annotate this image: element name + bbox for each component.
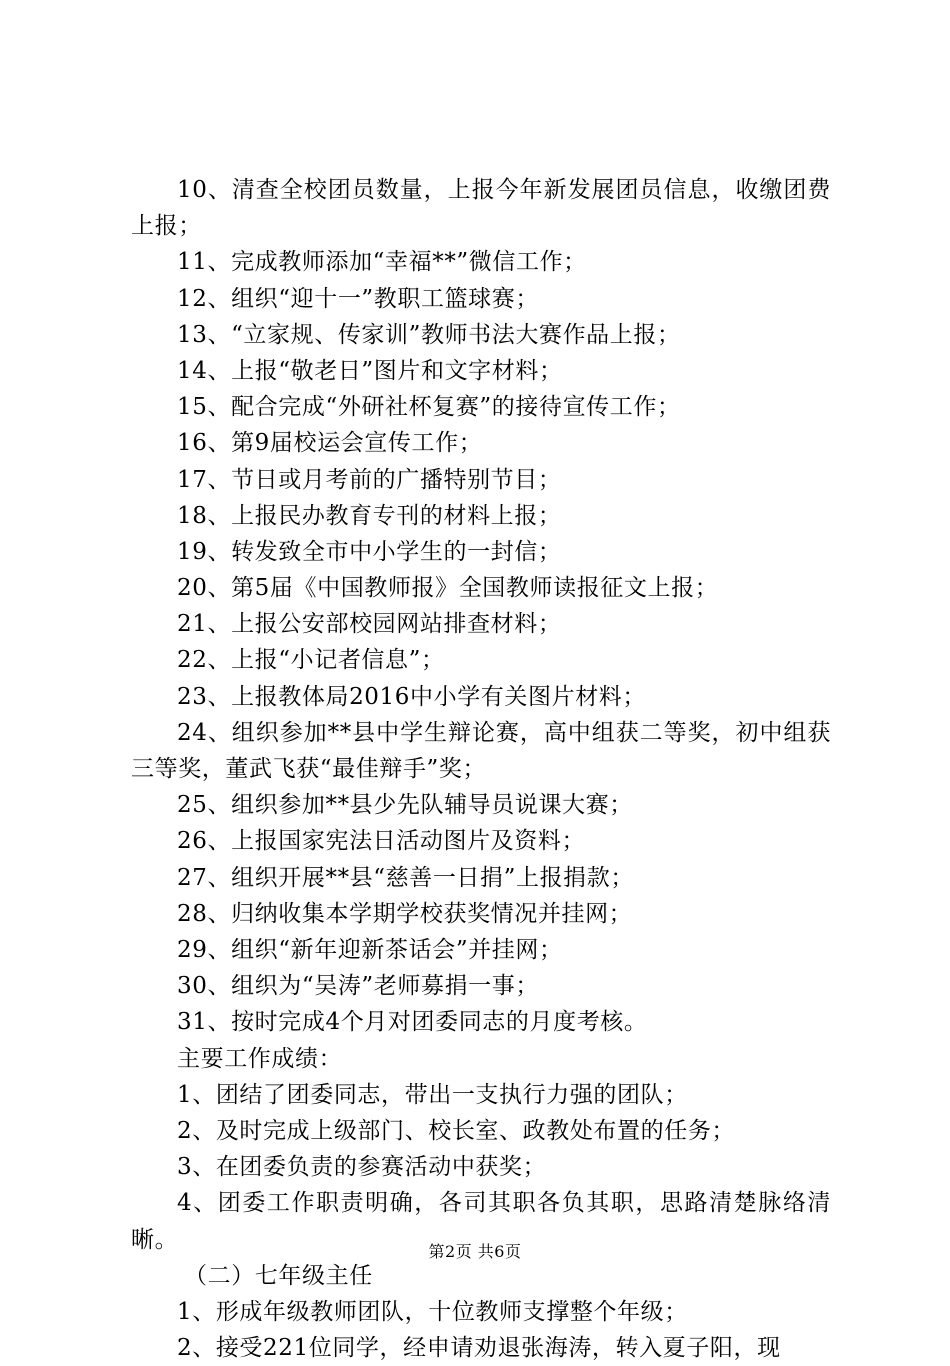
list-item: 28、归纳收集本学期学校获奖情况并挂网；: [177, 900, 633, 927]
list-item: 29、组织“新年迎新茶话会”并挂网；: [177, 937, 563, 963]
list-item: 1、团结了团委同志，带出一支执行力强的团队；: [177, 1081, 688, 1108]
list-item: 16、第9届校运会宣传工作；: [177, 430, 483, 457]
list-item: 11、完成教师添加“幸福**”微信工作；: [177, 249, 587, 276]
list-item: 31、按时完成4个月对团委同志的月度考核。: [177, 1009, 648, 1036]
list-item: 12、组织“迎十一”教职工篮球赛；: [177, 285, 539, 312]
list-item: 27、组织开展**县“慈善一日捐”上报捐款；: [177, 864, 634, 891]
list-item: 24、组织参加**县中学生辩论赛，高中组获二等奖，初中组获三等奖，董武飞获“最佳辩手”奖；: [131, 719, 831, 783]
list-item: 30、组织为“吴涛”老师募捐一事；: [177, 973, 539, 1000]
list-item: 3、在团委负责的参赛活动中获奖；: [177, 1154, 547, 1181]
list-item: 25、组织参加**县少先队辅导员说课大赛；: [177, 792, 633, 819]
list-item: 20、第5届《中国教师报》全国教师读报征文上报；: [177, 575, 719, 602]
page-footer: 第2页 共6页: [428, 1242, 522, 1261]
list-item: 26、上报国家宪法日活动图片及资料；: [177, 828, 586, 855]
list-item: 4、团委工作职责明确，各司其职各负其职，思路清楚脉络清晰。: [131, 1190, 831, 1253]
list-item: 10、清查全校团员数量，上报今年新发展团员信息，收缴团费上报；: [131, 177, 831, 240]
section-heading: 主要工作成绩：: [177, 1045, 343, 1072]
list-item: 21、上报公安部校园网站排查材料；: [177, 611, 562, 638]
list-item: 22、上报“小记者信息”；: [177, 647, 445, 674]
list-item: 14、上报“敬老日”图片和文字材料；: [177, 357, 563, 384]
list-item: 19、转发致全市中小学生的一封信；: [177, 538, 562, 565]
list-item: 1、形成年级教师团队，十位教师支撑整个年级；: [177, 1298, 688, 1325]
list-item: 2、接受221位同学，经申请劝退张海涛，转入夏子阳，现: [177, 1335, 781, 1362]
list-item: 13、“立家规、传家训”教师书法大赛作品上报；: [177, 321, 681, 348]
list-item: 17、节日或月考前的广播特别节目；: [177, 466, 562, 493]
list-item: 23、上报教体局2016中小学有关图片材料；: [177, 683, 646, 710]
section-heading: （二）七年级主任: [184, 1262, 373, 1289]
list-item: 18、上报民办教育专刊的材料上报；: [177, 502, 562, 529]
list-item: 2、及时完成上级部门、校长室、政教处布置的任务；: [177, 1117, 736, 1144]
document-body: [131, 172, 831, 1366]
list-item: 15、配合完成“外研社杯复赛”的接待宣传工作；: [177, 394, 681, 421]
